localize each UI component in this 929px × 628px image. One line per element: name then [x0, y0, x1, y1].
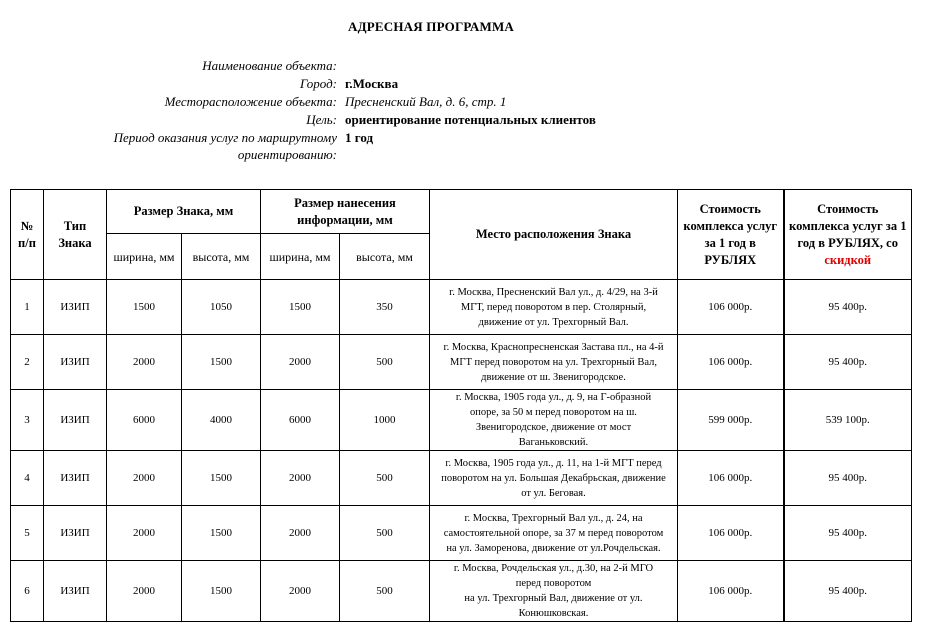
- address-line: г. Москва, Рочдельская ул., д.30, на 2-й МГО: [453, 563, 654, 574]
- row-width-cell: 2000: [107, 506, 182, 561]
- table-body: [11, 280, 912, 622]
- row-cost-cell: 106 000р.: [678, 335, 784, 390]
- row-cost-cell: 106 000р.: [678, 451, 784, 506]
- header-type: Тип Знака: [44, 190, 107, 280]
- address-line: перед поворотом: [515, 578, 592, 589]
- period-label-line1: Период оказания услуг по маршрутному: [113, 130, 337, 145]
- row-num-cell: 1: [11, 280, 44, 335]
- location-label: Месторасположение объекта:: [164, 94, 337, 109]
- goal-label: Цель:: [306, 112, 337, 127]
- row-info-height-cell: 500: [340, 335, 430, 390]
- address-line: г. Москва, Пресненский Вал ул., д. 4/29, на 3-й: [449, 286, 658, 298]
- row-info-width-cell: 2000: [261, 506, 340, 561]
- row-cost-cell: 106 000р.: [678, 280, 784, 335]
- header-height: высота, мм: [182, 234, 261, 280]
- address-line: движение от ул. Трехгорный Вал.: [478, 316, 629, 328]
- address-line: на ул. Трехгорный Вал, движение от ул.: [464, 593, 643, 604]
- row-discount-cost-cell: 95 400р.: [784, 506, 912, 561]
- row-height-cell: 1500: [182, 561, 261, 622]
- address-line: МГТ перед поворотом на ул. Трехгорный Вал,: [450, 356, 657, 368]
- address-line: Конюшковская.: [518, 608, 589, 619]
- header-info-width: ширина, мм: [261, 234, 340, 280]
- row-address-cell: [430, 390, 678, 451]
- goal-value: ориентирование потенциальных клиентов: [345, 112, 596, 127]
- row-info-height-cell: 500: [340, 451, 430, 506]
- header-discount-text: Стоимость комплекса услуг за 1 год в РУБЛЯХ, со: [789, 201, 907, 250]
- row-discount-cost-cell: 95 400р.: [784, 561, 912, 622]
- table-row: [11, 451, 912, 506]
- row-type-cell: ИЗИП: [44, 451, 107, 506]
- row-type-cell: ИЗИП: [44, 280, 107, 335]
- header-place: Место расположения Знака: [430, 190, 678, 280]
- row-info-width-cell: 2000: [261, 451, 340, 506]
- row-num-cell: 4: [11, 451, 44, 506]
- address-line: г. Москва, Трехгорный Вал ул., д. 24, на: [464, 512, 643, 524]
- row-type-cell: ИЗИП: [44, 506, 107, 561]
- header-discount-cost: [784, 190, 912, 280]
- row-cost-cell: 106 000р.: [678, 561, 784, 622]
- row-info-height-cell: 1000: [340, 390, 430, 451]
- header-num: № п/п: [11, 190, 44, 280]
- address-line: г. Москва, 1905 года ул., д. 9, на Г-образной: [455, 392, 652, 403]
- row-width-cell: 6000: [107, 390, 182, 451]
- period-label-line2: ориентированию:: [237, 147, 337, 162]
- period-value: 1 год: [345, 130, 374, 145]
- header-cost: Стоимость комплекса услуг за 1 год в РУБЛЯХ: [678, 190, 784, 280]
- row-type-cell: ИЗИП: [44, 390, 107, 451]
- row-num-cell: 6: [11, 561, 44, 622]
- row-info-width-cell: 2000: [261, 335, 340, 390]
- row-height-cell: 4000: [182, 390, 261, 451]
- row-info-width-cell: 1500: [261, 280, 340, 335]
- row-width-cell: 2000: [107, 561, 182, 622]
- row-num-cell: 2: [11, 335, 44, 390]
- address-line: МГТ, перед поворотом в пер. Столярный,: [460, 301, 647, 313]
- document-title: АДРЕСНАЯ ПРОГРАММА: [347, 19, 515, 34]
- row-height-cell: 1500: [182, 335, 261, 390]
- city-label: Город:: [300, 76, 337, 91]
- row-discount-cost-cell: 95 400р.: [784, 280, 912, 335]
- address-line: опоре, за 50 м перед поворотом на ш.: [470, 407, 637, 418]
- address-line: от ул. Беговая.: [521, 487, 586, 499]
- header-sign-size: Размер Знака, мм: [107, 190, 261, 234]
- table-row: [11, 390, 912, 451]
- table-row: [11, 280, 912, 335]
- row-discount-cost-cell: 95 400р.: [784, 451, 912, 506]
- row-address-cell: [430, 280, 678, 335]
- row-cost-cell: 106 000р.: [678, 506, 784, 561]
- address-line: движение от ш. Звенигородское.: [481, 371, 626, 383]
- row-address-cell: [430, 451, 678, 506]
- address-line: г. Москва, 1905 года ул., д. 11, на 1-й МГТ перед: [445, 457, 662, 469]
- header-info-size: Размер нанесения информации, мм: [261, 190, 430, 234]
- address-line: самостоятельной опоре, за 37 м перед поворотом: [443, 527, 664, 539]
- row-address-cell: [430, 506, 678, 561]
- header-width: ширина, мм: [107, 234, 182, 280]
- row-height-cell: 1050: [182, 280, 261, 335]
- row-info-width-cell: 6000: [261, 390, 340, 451]
- row-height-cell: 1500: [182, 451, 261, 506]
- row-address-cell: [430, 335, 678, 390]
- address-line: на ул. Заморенова, движение от ул.Рочдельская.: [446, 542, 661, 554]
- row-info-height-cell: 500: [340, 561, 430, 622]
- row-width-cell: 2000: [107, 451, 182, 506]
- row-info-height-cell: 350: [340, 280, 430, 335]
- address-line: поворотом на ул. Большая Декабрьская, движение: [441, 472, 666, 484]
- row-type-cell: ИЗИП: [44, 335, 107, 390]
- row-cost-cell: 599 000р.: [678, 390, 784, 451]
- row-height-cell: 1500: [182, 506, 261, 561]
- row-num-cell: 5: [11, 506, 44, 561]
- row-width-cell: 1500: [107, 280, 182, 335]
- table-row: [11, 335, 912, 390]
- row-address-cell: [430, 561, 678, 622]
- row-type-cell: ИЗИП: [44, 561, 107, 622]
- table-row: [11, 561, 912, 622]
- address-table: [10, 189, 912, 622]
- header-row-1: [11, 190, 912, 234]
- row-num-cell: 3: [11, 390, 44, 451]
- row-width-cell: 2000: [107, 335, 182, 390]
- row-discount-cost-cell: 95 400р.: [784, 335, 912, 390]
- row-info-width-cell: 2000: [261, 561, 340, 622]
- location-value: Пресненский Вал, д. 6, стр. 1: [345, 94, 507, 109]
- address-line: Звенигородское, движение от мост: [475, 422, 632, 433]
- city-value: г.Москва: [345, 76, 399, 91]
- address-line: Ваганьковский.: [518, 437, 589, 448]
- header-info-height: высота, мм: [340, 234, 430, 280]
- object-name-label: Наименование объекта:: [202, 58, 337, 73]
- table-row: [11, 506, 912, 561]
- row-discount-cost-cell: 539 100р.: [784, 390, 912, 451]
- address-line: г. Москва, Краснопресненская Застава пл., на 4-й: [443, 341, 664, 353]
- row-info-height-cell: 500: [340, 506, 430, 561]
- period-label: [17, 129, 337, 163]
- header-discount-word: скидкой: [824, 252, 872, 267]
